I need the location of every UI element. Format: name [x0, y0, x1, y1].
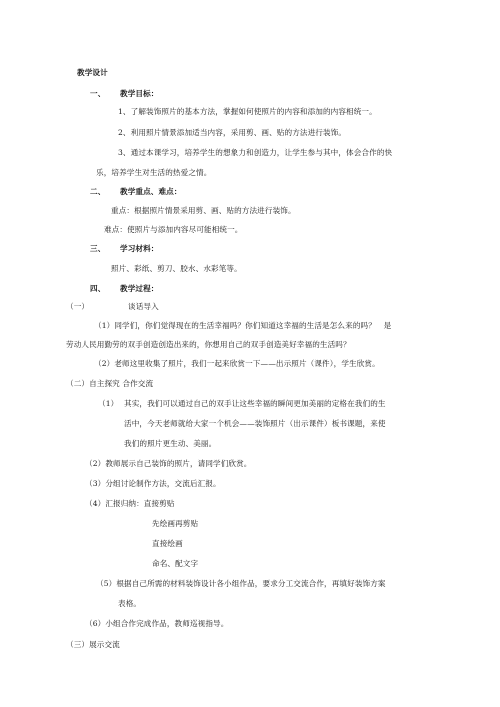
step-1-number: （1） — [98, 399, 119, 408]
step-4: （4）汇报归纳：直接剪贴 — [85, 499, 175, 508]
part-3-title: （三）展示交流 — [66, 640, 120, 649]
section-4-heading: 教学过程： — [120, 284, 159, 293]
section-2-number: 二、 — [90, 187, 106, 196]
part-1-title: 谈话导入 — [128, 302, 159, 311]
objective-3-line-2: 乐，培养学生对生活的热爱之情。 — [96, 168, 212, 177]
objective-1: 1、了解装饰照片的基本方法，掌握如何使照片的内容和添加的内容相统一。 — [118, 107, 377, 116]
materials-list: 照片、彩纸、剪刀、胶水、水彩笔等。 — [111, 264, 242, 273]
method-paint-then-cut: 先绘画再剪贴 — [152, 519, 199, 528]
intro-1-line-1: （1）同学们，你们觉得现在的生活幸福吗？你们知道这幸福的生活是怎么来的吗？ 是 — [94, 321, 392, 330]
section-3-number: 三、 — [90, 244, 106, 253]
step-5-line-2: 表格。 — [118, 599, 142, 608]
objective-2: 2、利用照片情景添加适当内容，采用剪、画、贴的方法进行装饰。 — [118, 128, 347, 137]
intro-2: （2）老师这里收集了照片，我们一起来欣赏一下——出示照片（课件），学生欣赏。 — [94, 359, 380, 368]
section-1-number: 一、 — [90, 89, 106, 98]
difficult-point: 难点：使照片与添加内容尽可能相统一。 — [104, 225, 243, 234]
document-title: 教学设计 — [77, 68, 108, 77]
section-4-number: 四、 — [90, 284, 106, 293]
part-2-title: （二）自主探究 合作交流 — [66, 379, 154, 388]
step-1-line-1: 其实，我们可以通过自己的双手让这些幸福的瞬间更加美丽的定格在我们的生 — [124, 399, 386, 408]
objective-3-line-1: 3、通过本课学习，培养学生的想象力和创造力，让学生参与其中，体会合作的快 — [118, 148, 393, 157]
section-3-heading: 学习材料： — [120, 244, 159, 253]
step-3: （3）分组讨论制作方法，交流后汇报。 — [85, 479, 221, 488]
step-1-line-3: 我们的照片更生动、美丽。 — [124, 439, 217, 448]
step-2: （2）教师展示自己装饰的照片，请同学们欣赏。 — [85, 459, 252, 468]
key-point: 重点：根据照片情景采用剪、画、贴的方法进行装饰。 — [111, 206, 296, 215]
method-direct-paint: 直接绘画 — [152, 539, 183, 548]
section-2-heading: 教学重点、难点： — [120, 187, 182, 196]
step-5-line-1: （5）根据自己所需的材料装饰设计各小组作品，要求分工交流合作，再填好装饰方案 — [96, 579, 386, 588]
step-1-line-2: 活中，今天老师就给大家一个机会——装饰照片（出示课件）板书课题，来使 — [124, 419, 386, 428]
part-1-number: （一） — [66, 302, 90, 311]
section-1-heading: 教学目标： — [120, 89, 159, 98]
step-6: （6）小组合作完成作品，教师巡视指导。 — [85, 619, 229, 628]
intro-1-line-2: 劳动人民用勤劳的双手创造创造出来的，你想用自己的双手创造美好幸福的生活吗？ — [66, 340, 351, 349]
method-name-caption: 命名、配文字 — [152, 559, 199, 568]
